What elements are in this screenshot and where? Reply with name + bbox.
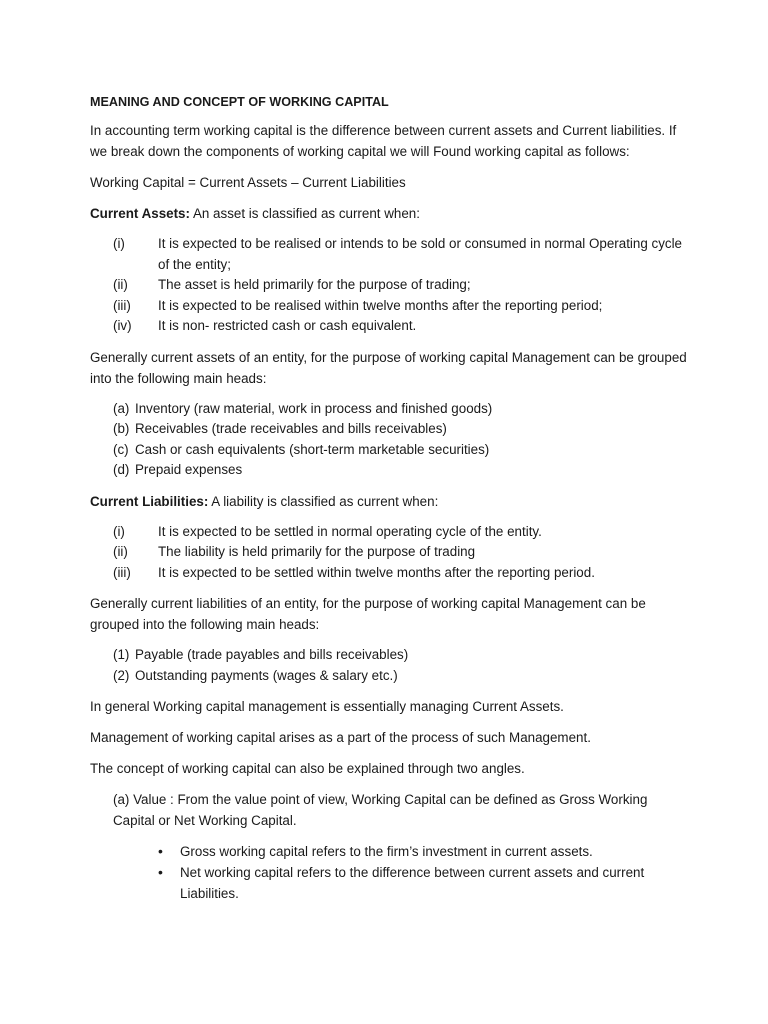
list-item-text: The liability is held primarily for the purpose of trading [158, 544, 476, 559]
bullet-list [90, 841, 690, 904]
page-title: MEANING AND CONCEPT OF WORKING CAPITAL [90, 95, 389, 109]
list-item-number: (2) [113, 667, 130, 683]
list-item [113, 399, 690, 420]
value-paragraph: (a) Value : From the value point of view, Working Capital can be defined as Gross Working Capital or Net Working Capital. [113, 792, 648, 828]
list-item-number: (i) [113, 236, 125, 251]
list-item-text: Outstanding payments (wages & salary etc.) [135, 667, 398, 683]
management-paragraph: Management of working capital arises as a part of the process of such Management. [90, 730, 591, 745]
list-item-text: It is expected to be settled in normal operating cycle of the entity. [158, 523, 542, 539]
list-item [158, 862, 690, 904]
list-item [113, 316, 690, 337]
formula-paragraph: Working Capital = Current Assets – Current Liabilities [90, 175, 406, 190]
list-item-text: Receivables (trade receivables and bills receivables) [135, 421, 447, 436]
list-item-number: (d) [113, 462, 130, 477]
list-item [113, 666, 690, 687]
list-item-number: (i) [113, 523, 125, 539]
list-item-text: It is expected to be realised or intends to be sold or consumed in normal Operating cycle of the entity; [158, 236, 683, 272]
list-item [113, 419, 690, 440]
current-assets-label: Current Assets: [90, 206, 190, 221]
liability-heads-list [90, 645, 690, 686]
list-item [113, 460, 690, 481]
current-liabilities-label: Current Liabilities: [90, 493, 209, 509]
list-item [113, 275, 690, 296]
asset-heads-list [90, 399, 690, 481]
current-assets-list [90, 234, 690, 337]
list-item-text: The asset is held primarily for the purpose of trading; [158, 277, 471, 292]
concept-paragraph: The concept of working capital can also be explained through two angles. [90, 761, 525, 776]
list-item [113, 542, 690, 563]
list-item [113, 522, 690, 543]
list-item-text: It is non- restricted cash or cash equivalent. [158, 318, 417, 333]
bullet-icon: • [158, 843, 163, 859]
intro-paragraph: In accounting term working capital is the difference between current assets and Current liabilities. If we break down the components of working capital we will Found working capital as follows: [90, 123, 677, 159]
list-item [113, 234, 690, 275]
current-liabilities-list [90, 522, 690, 584]
list-item-text: Payable (trade payables and bills receivables) [135, 647, 409, 662]
bullet-icon: • [158, 864, 163, 880]
list-item-number: (iii) [113, 297, 131, 313]
liabilities-grouping-paragraph: Generally current liabilities of an entity, for the purpose of working capital Management can be grouped into the following main heads: [90, 596, 646, 632]
list-item [113, 563, 690, 584]
list-item-number: (a) [113, 400, 130, 416]
current-assets-text: An asset is classified as current when: [189, 206, 420, 221]
list-item [113, 645, 690, 666]
list-item [113, 440, 690, 461]
list-item-number: (b) [113, 421, 130, 436]
list-item-number: (1) [113, 647, 130, 662]
list-item-text: Cash or cash equivalents (short-term marketable securities) [135, 441, 490, 457]
list-item-number: (c) [113, 441, 129, 457]
assets-grouping-paragraph: Generally current assets of an entity, for the purpose of working capital Management can be grouped into the following main heads: [90, 349, 687, 386]
general-paragraph: In general Working capital management is essentially managing Current Assets. [90, 699, 564, 714]
list-item-number: (iii) [113, 564, 131, 580]
current-liabilities-paragraph [90, 491, 690, 512]
list-item-number: (ii) [113, 544, 128, 559]
list-item-number: (iv) [113, 318, 132, 333]
list-item-text: Inventory (raw material, work in process and finished goods) [135, 400, 493, 416]
current-assets-paragraph [90, 203, 690, 224]
list-item [113, 296, 690, 317]
current-liabilities-text: A liability is classified as current when: [208, 493, 439, 509]
list-item-text: Net working capital refers to the difference between current assets and current Liabilities. [180, 865, 645, 901]
document-page [90, 93, 690, 904]
list-item-number: (ii) [113, 277, 128, 292]
list-item [158, 841, 690, 862]
list-item-text: Gross working capital refers to the firm’s investment in current assets. [180, 844, 593, 859]
list-item-text: It is expected to be settled within twelve months after the reporting period. [158, 564, 595, 580]
list-item-text: It is expected to be realised within twelve months after the reporting period; [158, 297, 603, 313]
list-item-text: Prepaid expenses [135, 462, 243, 477]
